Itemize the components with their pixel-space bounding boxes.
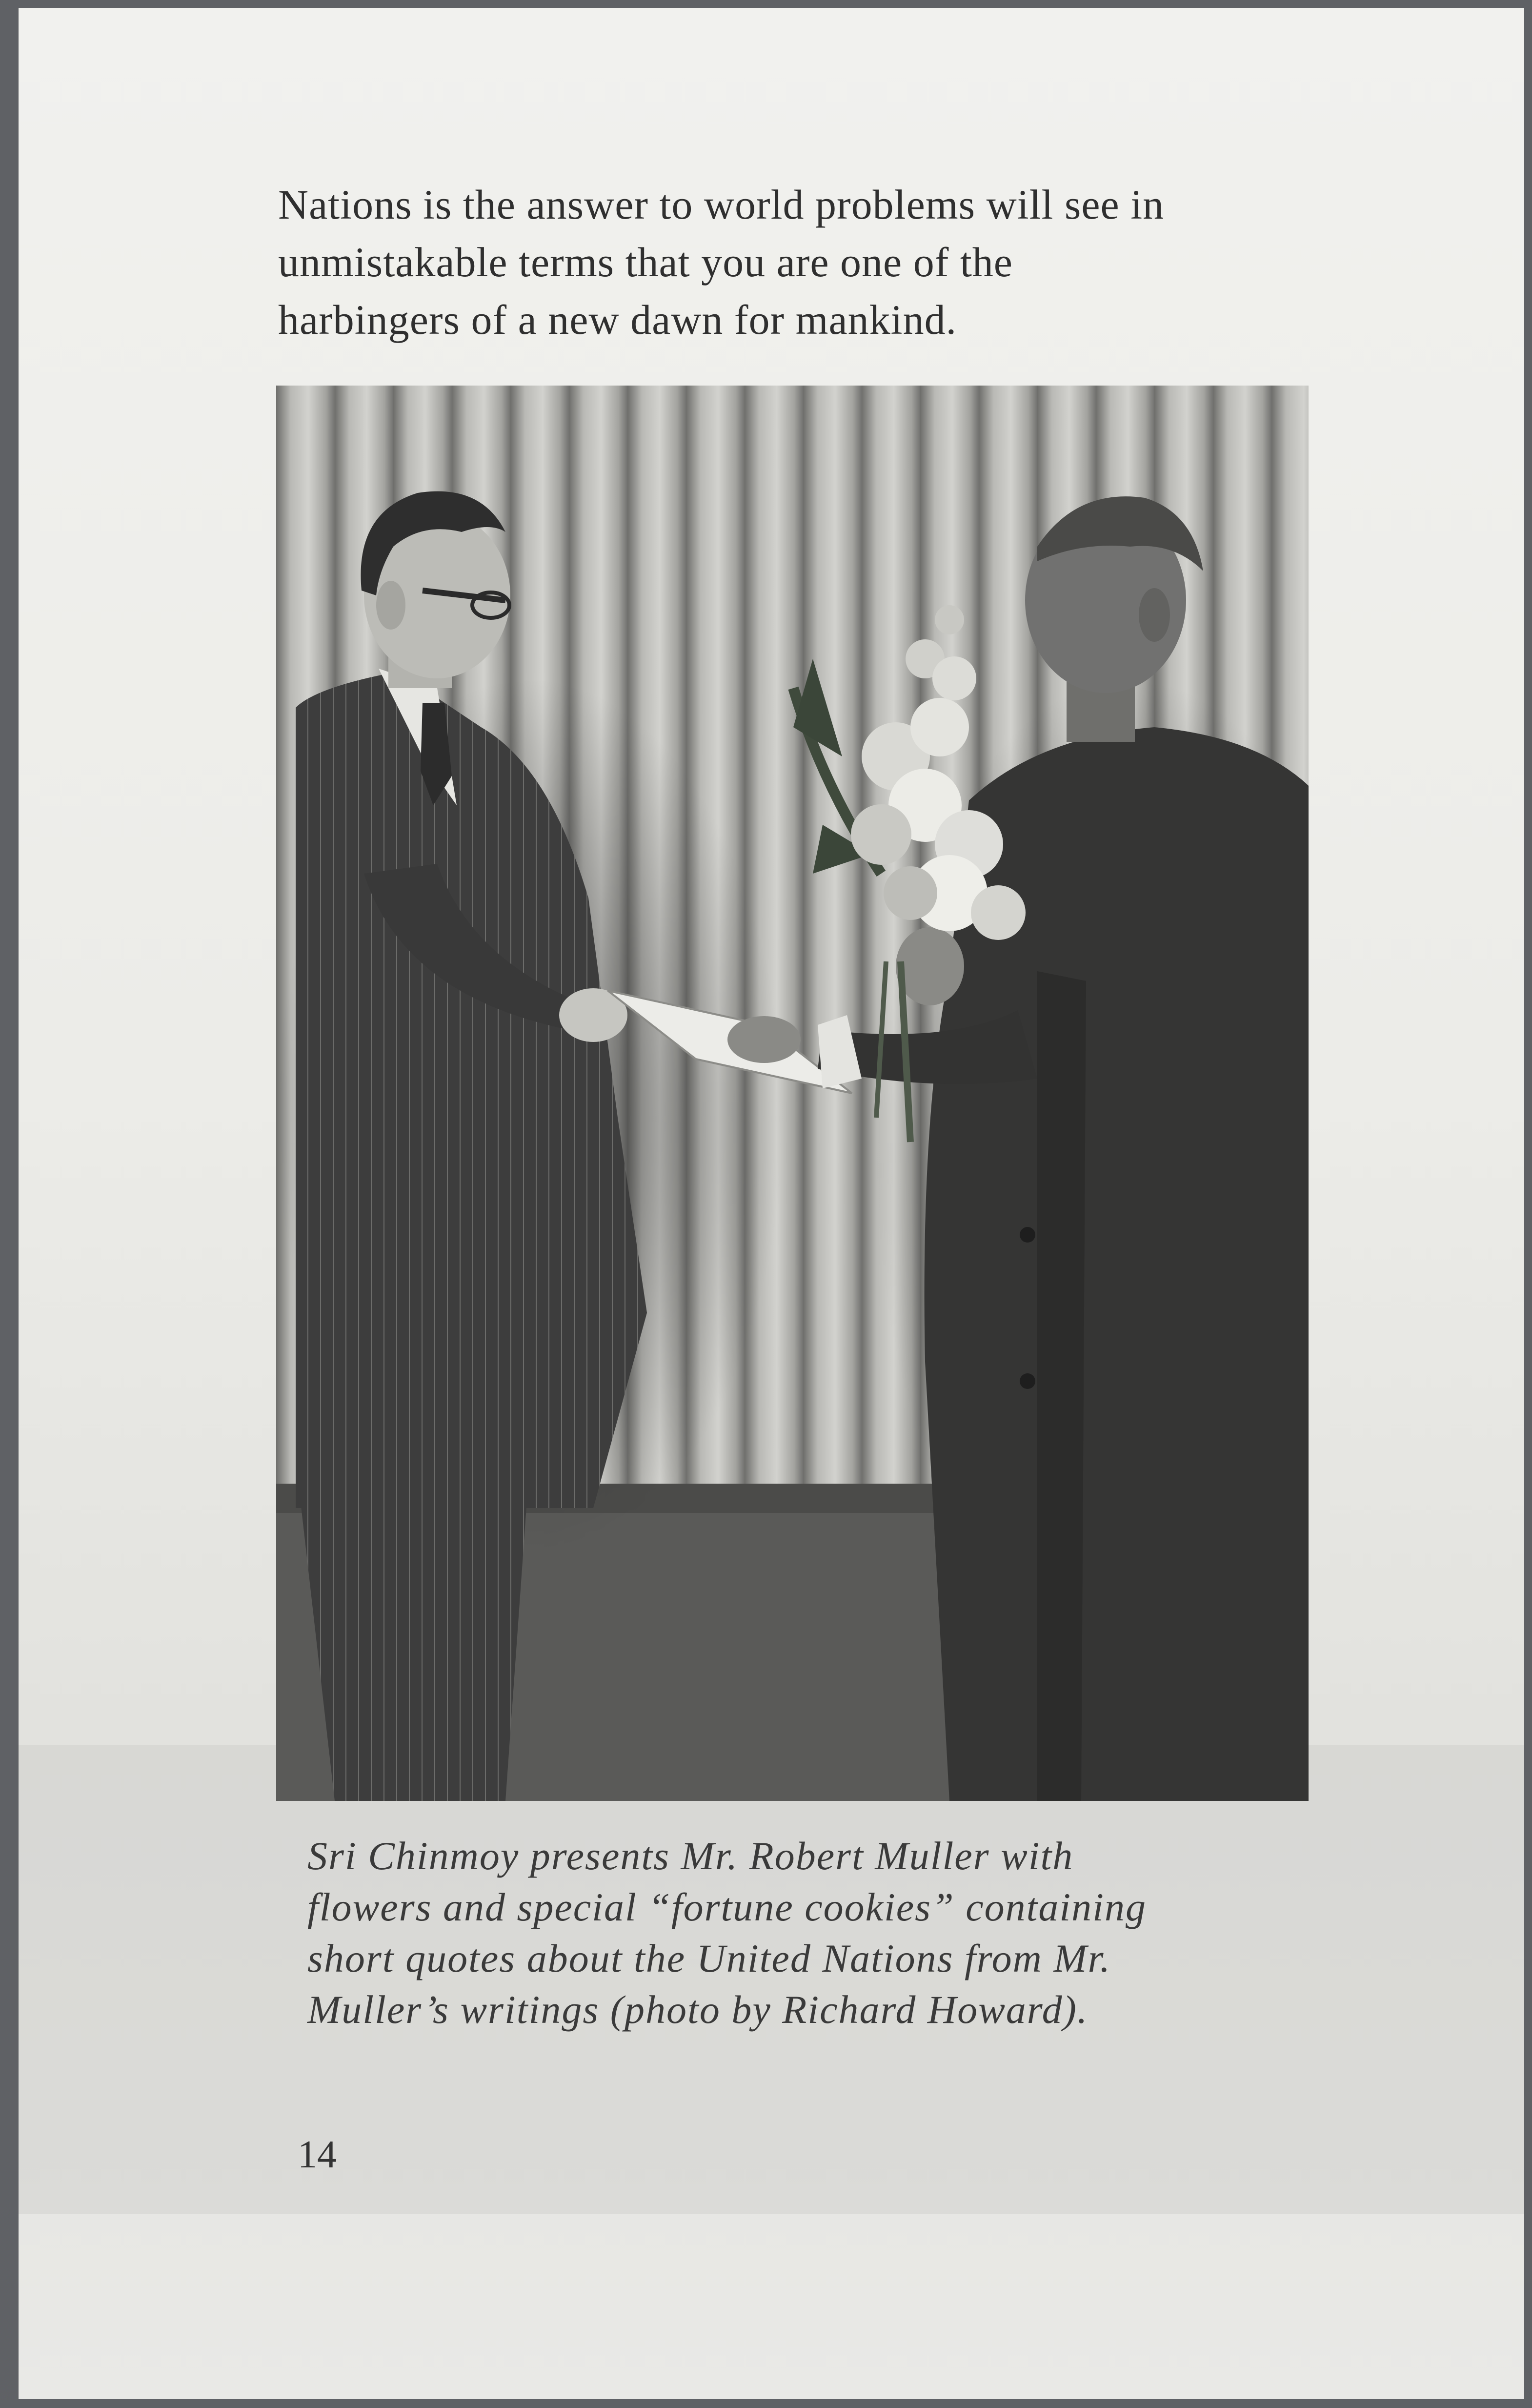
caption-line-3: short quotes about the United Nations from Mr.: [307, 1936, 1111, 1980]
photograph: [276, 386, 1309, 1801]
body-line-1: Nations is the answer to world problems will see in: [278, 181, 1165, 228]
body-line-3: harbingers of a new dawn for mankind.: [278, 296, 957, 343]
caption-line-1: Sri Chinmoy presents Mr. Robert Muller with: [307, 1834, 1074, 1878]
body-paragraph: [278, 176, 1278, 348]
photo-caption: [307, 1830, 1322, 2035]
body-line-2: unmistakable terms that you are one of the: [278, 239, 1013, 286]
photo-illustration: [276, 386, 1309, 1801]
page-number: 14: [298, 2133, 337, 2176]
caption-line-2: flowers and special “fortune cookies” containing: [307, 1885, 1147, 1929]
caption-line-4: Muller’s writings (photo by Richard Howard).: [307, 1987, 1089, 2032]
